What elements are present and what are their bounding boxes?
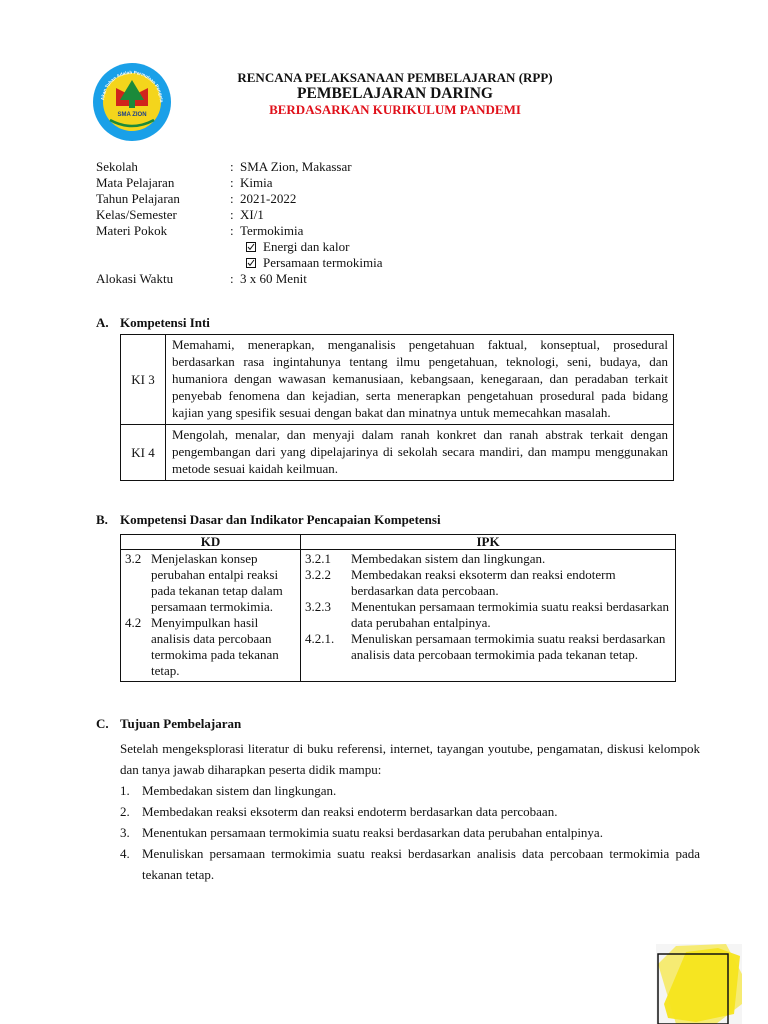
table-row: [121, 550, 676, 682]
list-item: 3.2.1 Membedakan sistem dan lingkungan.: [305, 551, 546, 566]
kd-cell: [121, 550, 301, 682]
ki-code: KI 4: [121, 425, 166, 481]
list-item: 3.2.2 Membedakan reaksi eksoterm dan reaksi endoterm berdasarkan data percobaan.: [305, 567, 616, 598]
info-value: 2021-2022: [240, 191, 297, 206]
list-item: 2. Membedakan reaksi eksoterm dan reaksi endoterm berdasarkan data percobaan.: [120, 804, 558, 819]
list-item: 4.2.1. Menuliskan persamaan termokimia suatu reaksi berdasarkan analisis data percobaan termokimia pada tekanan tetap.: [305, 631, 666, 662]
checkbox-checked-icon: [246, 258, 256, 268]
info-value: Termokimia: [240, 223, 304, 238]
section-b-heading: B. Kompetensi Dasar dan Indikator Pencapaian Kompetensi: [96, 512, 441, 527]
tujuan-block: [120, 738, 700, 885]
school-logo: [92, 62, 172, 142]
ipk-cell: [301, 550, 676, 682]
info-value: Kimia: [240, 175, 273, 190]
section-b-title: Kompetensi Dasar dan Indikator Pencapaian Kompetensi: [120, 512, 441, 527]
section-a-title: Kompetensi Inti: [120, 315, 210, 330]
header-title-rpp: RENCANA PELAKSANAAN PEMBELAJARAN (RPP): [237, 70, 553, 85]
column-header-kd: KD: [121, 535, 301, 550]
list-item: 3.2.3 Menentukan persamaan termokimia suatu reaksi berdasarkan data perubahan entalpinya.: [305, 599, 670, 630]
column-header-ipk: IPK: [301, 535, 676, 550]
ki-text: Memahami, menerapkan, menganalisis pengetahuan faktual, konseptual, prosedural berdasarkan rasa ingintahunya tentang ilmu pengetahuan, teknologi, seni, budaya, dan humaniora dengan wawasan kemanusiaan, kebangsaan, kenegaraan, dan peradaban terkait penyebab fenomena dan kejadian, serta menerapkan pengetahuan prosedural pada bidang kajian yang spesifik sesuai dengan bakat dan minatnya untuk memecahkan masalah.: [166, 335, 674, 425]
header-title-daring: PEMBELAJARAN DARING: [297, 85, 493, 102]
info-label: Sekolah: [96, 159, 138, 174]
section-c-title: Tujuan Pembelajaran: [120, 716, 242, 731]
info-value: 3 x 60 Menit: [240, 271, 307, 286]
table-row: [121, 335, 674, 425]
list-item: 4.2 Menyimpulkan hasil analisis data percobaan termokima pada tekanan tetap.: [125, 615, 279, 678]
list-item: 3. Menentukan persamaan termokimia suatu reaksi berdasarkan data perubahan entalpinya.: [120, 825, 603, 840]
info-label: Mata Pelajaran: [96, 175, 175, 190]
subtopic-label: Energi dan kalor: [263, 239, 350, 254]
section-a-heading: A. Kompetensi Inti: [96, 315, 210, 330]
info-value: XI/1: [240, 207, 264, 222]
kompetensi-inti-table: [120, 334, 674, 481]
ki-code: KI 3: [121, 335, 166, 425]
info-label: Alokasi Waktu: [96, 271, 174, 286]
list-item: 1. Membedakan sistem dan lingkungan.: [120, 783, 337, 798]
table-row: [121, 425, 674, 481]
section-c-heading: C. Tujuan Pembelajaran: [96, 716, 242, 731]
checkbox-checked-icon: [246, 242, 256, 252]
header-subtitle: BERDASARKAN KURIKULUM PANDEMI: [269, 102, 521, 117]
list-item: 4. Menuliskan persamaan termokimia suatu reaksi berdasarkan analisis data percobaan termokimia pada tekanan tetap.: [120, 846, 700, 882]
table-header-row: [121, 535, 676, 550]
info-value: SMA Zion, Makassar: [240, 159, 352, 174]
subtopic-label: Persamaan termokimia: [263, 255, 383, 270]
ki-text: Mengolah, menalar, dan menyaji dalam ranah konkret dan ranah abstrak terkait dengan pengembangan dari yang dipelajarinya di sekolah secara mandiri, dan mampu menggunakan metode sesuai kaidah keilmuan.: [166, 425, 674, 481]
kd-ipk-table: [120, 534, 676, 682]
highlight-box-icon: [656, 944, 742, 1024]
list-item: 3.2 Menjelaskan konsep perubahan entalpi reaksi pada tekanan tetap dalam persamaan termokimia.: [125, 551, 283, 614]
document-header: [190, 70, 600, 118]
info-label: Tahun Pelajaran: [96, 191, 180, 206]
info-label: Kelas/Semester: [96, 207, 177, 222]
tujuan-intro: Setelah mengeksplorasi literatur di buku referensi, internet, tayangan youtube, pengamatan, diskusi kelompok dan tanya jawab diharapkan peserta didik mampu:: [120, 741, 700, 777]
svg-text:Takut Akan Tuhan Adalah Permul: Akan Tuhan Adalah Permulaan Pengeta: [100, 69, 165, 103]
svg-text:SMA ZION: SMA ZION: [117, 112, 147, 118]
info-label: Materi Pokok: [96, 223, 168, 238]
